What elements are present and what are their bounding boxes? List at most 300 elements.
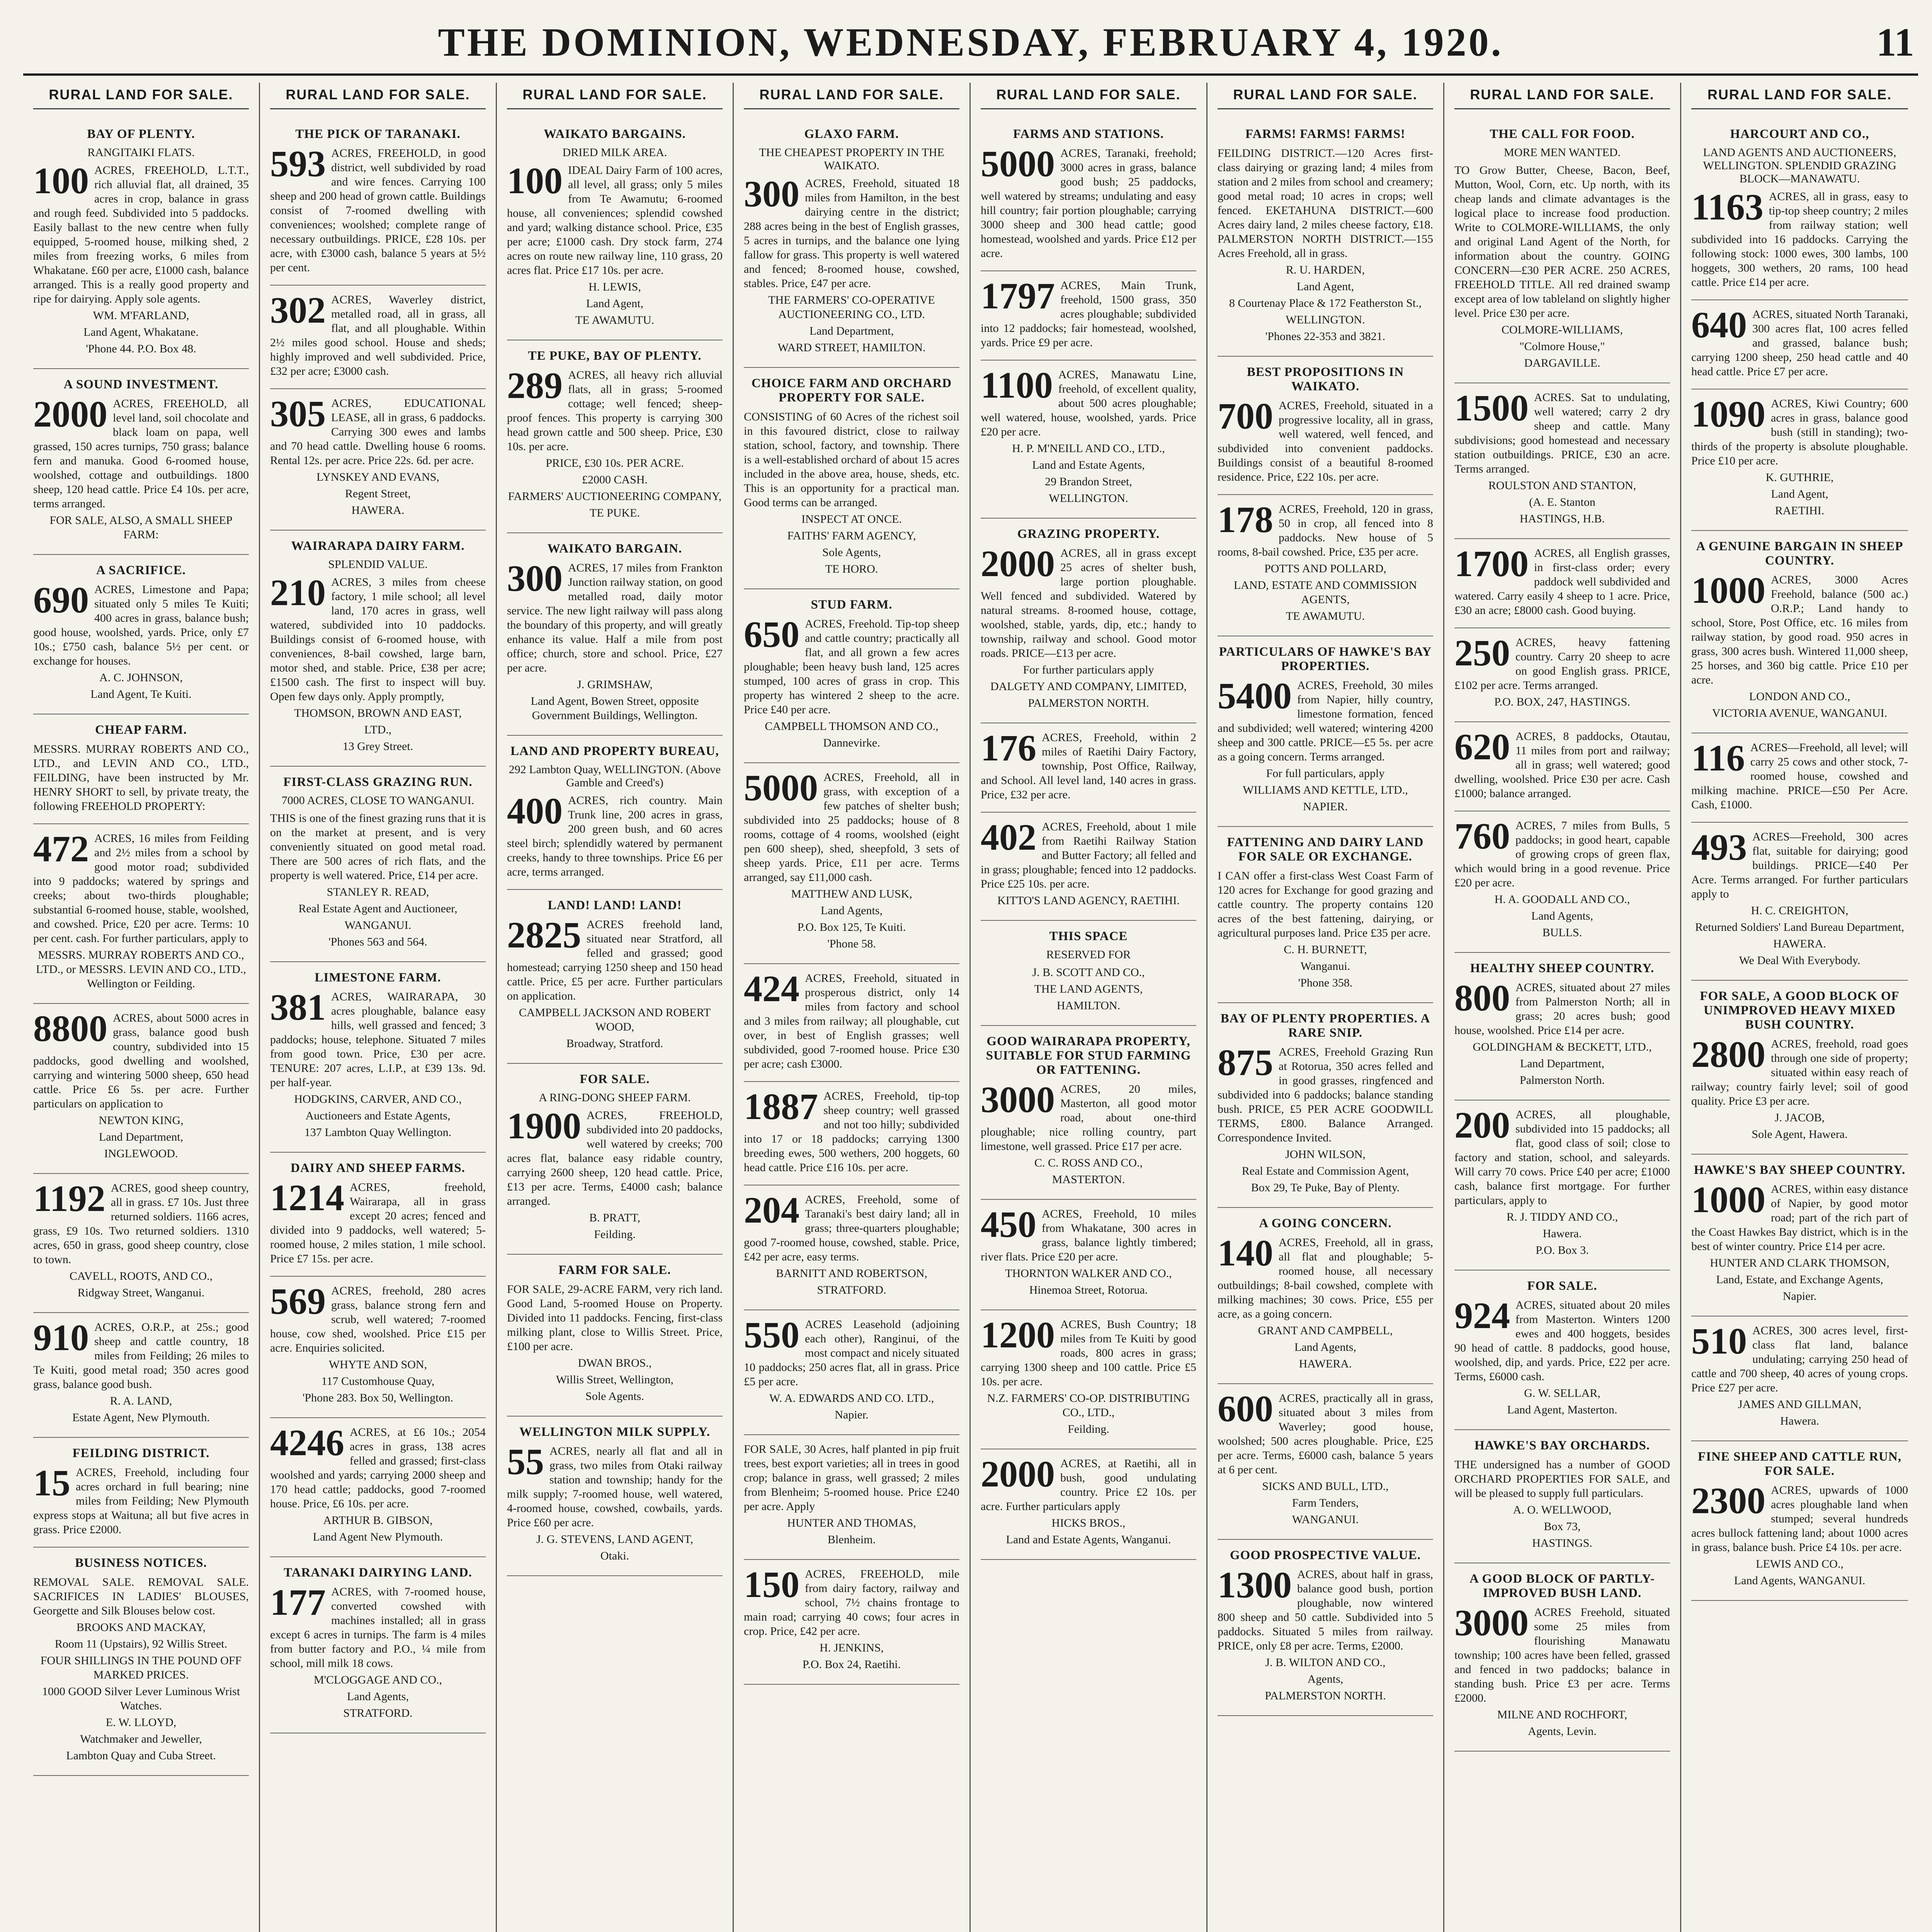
ad-contact-line: Estate Agent, New Plymouth. <box>72 1411 210 1424</box>
ad-acreage: 100 <box>33 160 89 201</box>
ad-contact-line: 'Phone 58. <box>827 937 876 950</box>
ad-contact-line: LAND, ESTATE AND COMMISSION AGENTS, <box>1233 579 1417 606</box>
ad-contact-line: LYNSKEY AND EVANS, <box>316 471 439 483</box>
ad-acreage: 289 <box>507 365 563 406</box>
ad-body: ACRES, situated about 27 miles from Palmerston North; all in grass; 20 acres bush; good house, woolshed. Price £14 per acre. <box>1454 981 1670 1037</box>
classified-ad <box>33 1548 249 1776</box>
ad-body: TO Grow Butter, Cheese, Bacon, Beef, Mutton, Wool, Corn, etc. Up north, with its cheap lands and climate advantages is the logical place to increase food production. Write to COLMORE-WILLIAMS, the only and original Land Agent of the North, for information about the country. GOING CONCERN—£30 PER ACRE. 250 ACRES, FREEHOLD TITLE. All red drained swamp except area of low tableland on slightly higher level. Price £30 per acre. <box>1454 164 1670 320</box>
ad-contact-line: 'Phone 358. <box>1298 976 1353 989</box>
ad-body: FOR SALE, 30 Acres, half planted in pip fruit trees, best export varieties; all in trees in good crop; balance in grass, well grassed; 2 miles from Blenheim; 5-roomed house. Price £240 per acre. Apply <box>744 1443 959 1513</box>
ad-heading: FEILDING DISTRICT. <box>72 1446 210 1460</box>
ad-contact-line: Watchmaker and Jeweller, <box>80 1733 202 1745</box>
ad-acreage: 4246 <box>270 1422 344 1463</box>
ad-body: ACRES, WAIRARAPA, 30 acres ploughable, balance easy hills, well grassed and fenced; 3 paddocks; house, telephone. Situated 7 miles from good town. Price, £30 per acre. TENURE: 207 acres, L.I.P., at £39 13s. 9d. per half-year. <box>270 990 486 1089</box>
classified-ad <box>1691 1155 1908 1316</box>
ad-contact-line: C. H. BURNETT, <box>1284 943 1367 956</box>
ad-contact-line: G. W. SELLAR, <box>1524 1387 1600 1400</box>
ad-heading: GLAXO FARM. <box>804 127 899 141</box>
classified-ad <box>1218 357 1433 495</box>
ad-subheading: RANGITAIKI FLATS. <box>87 146 195 159</box>
ad-body: ACRES, Freehold, some of Taranaki's best dairy land; all in grass; three-quarters ploughable; good 7-roomed house, cowshed, stable. Price, £42 per acre, easy terms. <box>744 1193 959 1263</box>
classified-ad <box>507 533 723 736</box>
classified-ad <box>1218 1208 1433 1384</box>
ad-contact-line: 29 Brandon Street, <box>1045 475 1132 488</box>
ad-body: ACRES, all heavy rich alluvial flats, all in grass; 5-roomed cottage; well fenced; sheep-proof fences. This property is carrying 300 head grown cattle and 500 sheep. Price, £30 10s. per acre. <box>507 369 723 453</box>
ad-contact-line: PALMERSTON NORTH. <box>1028 697 1149 709</box>
ad-body: ACRES, freehold, road goes through one side of property; situated within easy reach of railway; country fairly level; soil of good quality. Price £3 per acre. <box>1691 1037 1908 1107</box>
ad-body: ACRES, Freehold, situated 18 miles from Hamilton, in the best dairying centre in the district; 288 acres being in the best of English grasses, 5 acres in turnips, and the balance one lying fallow for grass. This property is well watered and fenced; 8-roomed house, cowshed, stables. Price, £47 per acre. <box>744 177 959 290</box>
column-header: RURAL LAND FOR SALE. <box>981 83 1196 109</box>
ad-contact-line: GRANT AND CAMPBELL, <box>1258 1324 1393 1337</box>
ad-acreage: 910 <box>33 1317 89 1358</box>
ad-subheading: A RING-DONG SHEEP FARM. <box>539 1091 691 1104</box>
ad-contact-line: Broadway, Stratford. <box>566 1037 663 1050</box>
classified-ad <box>33 1438 249 1548</box>
ad-contact-line: PALMERSTON NORTH. <box>1265 1689 1386 1702</box>
ad-acreage: 250 <box>1454 632 1510 673</box>
classified-ad <box>507 1417 723 1576</box>
ad-contact-line: J. GRIMSHAW, <box>577 678 653 691</box>
ad-body: I CAN offer a first-class West Coast Farm of 120 acres for Exchange for good grazing and cattle country. The property contains 120 acres of the best fattening, dairying, or agricultural purposes land. Price £35 per acre. <box>1218 869 1433 939</box>
ad-contact-line: WHYTE AND SON, <box>328 1358 427 1371</box>
ad-body: ACRES, heavy fattening country. Carry 20 sheep to acre on good English grass. PRICE, £102 per acre. Terms arranged. <box>1454 636 1670 692</box>
ad-acreage: 1214 <box>270 1177 344 1218</box>
classified-ad <box>1454 722 1670 811</box>
classified-ad <box>1454 811 1670 953</box>
ad-contact-line: Agents, Levin. <box>1528 1725 1597 1738</box>
ad-body: ACRES, nearly all flat and all in grass, two miles from Otaki railway station and township; handy for the milk supply; 7-roomed house, well watered, 4-roomed house, cowshed, cowbails, yards. Price £60 per acre. <box>507 1445 723 1529</box>
ad-contact-line: ARTHUR B. GIBSON, <box>323 1514 433 1527</box>
page-number: 11 <box>1876 20 1914 65</box>
ad-body: CONSISTING of 60 Acres of the richest soil in this favoured district, close to railway station, school, factory, and township. There is a well-established orchard of about 15 acres included in the above area, house, sheds, etc. This is an opportunity for a practical man. Good terms can be arranged. <box>744 410 959 509</box>
ad-contact-line: A. O. WELLWOOD, <box>1513 1503 1612 1516</box>
ad-contact-line: Real Estate and Commission Agent, <box>1242 1165 1409 1177</box>
ad-contact-line: INGLEWOOD. <box>104 1147 178 1160</box>
classified-ad <box>744 1082 959 1185</box>
ad-contact-line: "Colmore House," <box>1519 340 1605 353</box>
ad-acreage: 1200 <box>981 1314 1055 1355</box>
ad-contact-line: R. U. HARDEN, <box>1286 264 1365 276</box>
ad-acreage: 2800 <box>1691 1034 1765 1075</box>
classified-ad <box>270 119 486 286</box>
ad-acreage: 640 <box>1691 304 1747 345</box>
ad-contact-line: CAMPBELL JACKSON AND ROBERT WOOD, <box>519 1006 711 1033</box>
classified-ad <box>270 1557 486 1733</box>
ad-contact-line: Land and Estate Agents, Wanganui. <box>1006 1533 1171 1546</box>
ad-subheading: LAND AGENTS AND AUCTIONEERS, WELLINGTON. SPLENDID GRAZING BLOCK—MANAWATU. <box>1703 146 1896 185</box>
ad-contact-line: THORNTON WALKER AND CO., <box>1005 1267 1172 1280</box>
ad-body: ACRES, 17 miles from Frankton Junction railway station, on good metalled road, daily motor service. The new light railway will pass along the boundary of this property, and will greatly enhance its value. Half a mile from post office; church, store and school. Price, £27 per acre. <box>507 561 723 674</box>
ad-contact-line: THOMSON, BROWN AND EAST, <box>294 707 462 719</box>
classified-ad <box>744 119 959 368</box>
ad-contact-line: HAWERA. <box>1299 1357 1352 1370</box>
ad-body: ACRES, at Raetihi, all in bush, good undulating country. Price £2 10s. per acre. Further particulars apply <box>981 1457 1196 1513</box>
ad-heading: THIS SPACE <box>1049 929 1128 943</box>
ad-contact-line: Hawera. <box>1543 1227 1582 1240</box>
classified-ad <box>1691 823 1908 981</box>
ad-acreage: 690 <box>33 579 89 621</box>
ad-heading: A GOOD BLOCK OF PARTLY-IMPROVED BUSH LAND. <box>1469 1572 1655 1600</box>
ad-contact-line: K. GUTHRIE, <box>1765 471 1834 484</box>
classified-ad <box>270 389 486 531</box>
ad-acreage: 210 <box>270 572 326 613</box>
ad-body: ACRES, all in grass except 25 acres of shelter bush, large portion ploughable. Well fenced and subdivided. Watered by natural streams. 8-roomed house, cottage, woolshed, stable, yards, dip, etc.; handy to township, railway and school. Good motor roads. PRICE—£13 per acre. <box>981 547 1196 660</box>
ad-contact-line: Sole Agents. <box>585 1390 644 1403</box>
ad-contact-line: LEWIS AND CO., <box>1756 1558 1844 1570</box>
ad-subheading: 292 Lambton Quay, WELLINGTON. (Above Gamble and Creed's) <box>509 763 721 789</box>
ad-body: ACRES, at £6 10s.; 2054 acres in grass, 138 acres felled and grassed; first-class woolshed and yards; carrying 2000 sheep and 170 head cattle; paddocks, good 7-roomed house. Price, £6 10s. per acre. <box>270 1426 486 1510</box>
ad-acreage: 302 <box>270 289 326 331</box>
ad-heading: HEALTHY SHEEP COUNTRY. <box>1470 961 1655 975</box>
ad-contact-line: Auctioneers and Estate Agents, <box>305 1109 451 1122</box>
ad-acreage: 1300 <box>1218 1564 1292 1605</box>
classified-ad <box>981 271 1196 361</box>
ad-body: ACRES, Freehold, situated in prosperous district, only 14 miles from factory and school and 3 miles from railway; all ploughable, cut over, in best of English grasses; well subdivided, good 7-roomed house. Price £30 per acre; cash £3000. <box>744 972 959 1070</box>
ad-contact-line: M'CLOGGAGE AND CO., <box>313 1673 442 1686</box>
classified-ad <box>270 962 486 1153</box>
ad-acreage: 1700 <box>1454 543 1529 584</box>
ad-acreage: 178 <box>1218 499 1273 540</box>
ad-subheading: THE CHEAPEST PROPERTY IN THE WAIKATO. <box>759 146 944 172</box>
classified-ad <box>1454 539 1670 628</box>
ad-acreage: 1887 <box>744 1086 818 1127</box>
ad-body: ACRES, Freehold, 30 miles from Napier, hilly country, limestone formation, fenced and subdivided; well watered; wintering 4200 sheep and 300 cattle. PRICE—£5 5s. per acre as a going concern. Terms arranged. <box>1218 679 1433 763</box>
classified-ad <box>744 589 959 763</box>
ad-heading: GOOD WAIRARAPA PROPERTY, SUITABLE FOR STUD FARMING OR FATTENING. <box>986 1034 1191 1077</box>
column-8 <box>1681 83 1918 1932</box>
ad-acreage: 1900 <box>507 1105 581 1146</box>
ad-contact-line: MATTHEW AND LUSK, <box>791 888 912 900</box>
ad-contact-line: N.Z. FARMERS' CO-OP. DISTRIBUTING CO., LTD., <box>987 1392 1190 1419</box>
classified-ad <box>507 890 723 1064</box>
ad-acreage: 550 <box>744 1314 799 1355</box>
classified-ad <box>1454 1270 1670 1430</box>
ad-heading: BUSINESS NOTICES. <box>75 1556 207 1570</box>
ad-contact-line: H. JENKINS, <box>820 1641 884 1654</box>
ad-subheading: RESERVED FOR <box>1046 948 1131 961</box>
ad-contact-line: HUNTER AND THOMAS, <box>787 1517 916 1529</box>
ad-heading: FINE SHEEP AND CATTLE RUN, FOR SALE. <box>1698 1450 1901 1478</box>
ad-acreage: 150 <box>744 1564 799 1605</box>
ad-acreage: 177 <box>270 1582 326 1623</box>
ad-acreage: 3000 <box>981 1079 1055 1120</box>
ad-contact-line: 'Phones 22-353 and 3821. <box>1265 330 1386 343</box>
classified-ad <box>981 519 1196 723</box>
ad-body: ACRES, Freehold, all in grass, with exception of a few patches of shelter bush; subdivided into 25 paddocks; house of 8 rooms, cottage of 4 rooms, woolshed (eight pen 600 sheep), shed, sheepfold, 3 sets of sheep yards. Price, £11 per acre. Terms arranged, say £11,000 cash. <box>744 771 959 884</box>
classified-ad <box>33 1174 249 1313</box>
ad-acreage: 305 <box>270 393 326 434</box>
ad-contact-line: STANLEY R. READ, <box>327 886 429 898</box>
ad-contact-line: TE HORO. <box>825 563 878 575</box>
ad-acreage: 5000 <box>744 767 818 808</box>
classified-ad <box>1691 119 1908 300</box>
ad-heading: GRAZING PROPERTY. <box>1017 527 1160 541</box>
ad-contact-line: KITTO'S LAND AGENCY, RAETIHI. <box>997 894 1180 907</box>
ad-contact-line: H. LEWIS, <box>588 281 641 293</box>
ad-body: ACRES. Sat to undulating, well watered; carry 2 dry sheep and cattle. Many subdivisions; good homestead and necessary station outbuildings. PRICE, £30 an acre. Terms arranged. <box>1454 391 1670 475</box>
classified-ad <box>981 1026 1196 1200</box>
ad-contact-line: FOUR SHILLINGS IN THE POUND OFF MARKED PRICES. <box>40 1654 242 1681</box>
ad-acreage: 381 <box>270 986 326 1028</box>
ad-heading: GOOD PROSPECTIVE VALUE. <box>1230 1548 1421 1562</box>
column-header: RURAL LAND FOR SALE. <box>1454 83 1670 109</box>
classified-ad <box>744 1560 959 1685</box>
ad-contact-line: Hawera. <box>1780 1415 1819 1427</box>
ad-acreage: 875 <box>1218 1042 1273 1083</box>
classified-ad <box>1691 1441 1908 1601</box>
ad-subheading: SPLENDID VALUE. <box>328 558 428 571</box>
ad-acreage: 300 <box>744 173 799 214</box>
ad-body: ACRES, Manawatu Line, freehold, of excellent quality, about 500 acres ploughable; well watered, house, woolshed, yards. Price £20 per acre. <box>981 368 1196 438</box>
ad-body: ACRES, Freehold, including four acres orchard in full bearing; nine miles from Feilding; New Plymouth express stops at Waituna; all but five acres in grass. Price £2000. <box>33 1466 249 1536</box>
ad-body: ACRES, 3 miles from cheese factory, 1 mile school; all level land, 170 acres in grass, well watered, subdivided into 10 paddocks. Buildings consist of 6-roomed house, with conveniences, 8-bail cowshed, large barn, motor shed, and stable. Price, £38 per acre; £1500 cash. The first to inspect will buy. Open few days only. Apply promptly, <box>270 576 486 703</box>
ad-contact-line: RAETIHI. <box>1775 504 1825 517</box>
ad-contact-line: Feilding. <box>594 1228 636 1241</box>
ad-acreage: 2000 <box>981 1453 1055 1495</box>
column-7 <box>1444 83 1681 1932</box>
ad-body: IDEAL Dairy Farm of 100 acres, all level, all grass; only 5 miles from Te Awamutu; 6-roomed house, all conveniences; splendid cowshed and yard; walking distance school. Price, £35 per acre; £1000 cash. Dry stock farm, 274 acres on route new railway line, 110 grass, 20 acres flat. Price £17 10s. per acre. <box>507 164 723 277</box>
ad-acreage: 55 <box>507 1441 544 1482</box>
ad-body: ACRES, Main Trunk, freehold, 1500 grass, 350 acres ploughable; subdivided into 12 paddocks; fair homestead, woolshed, yards. Price £9 per acre. <box>981 279 1196 349</box>
ad-contact-line: Land Department, <box>99 1131 184 1143</box>
ad-acreage: 424 <box>744 968 799 1009</box>
ad-acreage: 5400 <box>1218 675 1292 716</box>
ad-acreage: 176 <box>981 727 1036 769</box>
ad-acreage: 400 <box>507 790 563 832</box>
ad-contact-line: For full particulars, apply <box>1266 767 1385 780</box>
ad-body: ACRES, freehold, Wairarapa, all in grass except 20 acres; fenced and divided into 9 paddocks, well watered; 5-roomed house, 2 miles station, 1 mile school. Price £7 15s. per acre. <box>270 1181 486 1265</box>
ad-contact-line: Napier. <box>835 1408 869 1421</box>
ad-contact-line: Returned Soldiers' Land Bureau Department, <box>1695 921 1905 934</box>
ad-heading: FATTENING AND DAIRY LAND FOR SALE OR EXCHANGE. <box>1227 835 1424 864</box>
ad-contact-line: TE AWAMUTU. <box>1286 610 1365 622</box>
ad-contact-line: LONDON AND CO., <box>1749 690 1850 703</box>
ad-contact-line: NEWTON KING, <box>99 1114 184 1127</box>
classified-ad <box>33 824 249 1004</box>
ad-body: ACRES, about 5000 acres in grass, balance good bush country, subdivided into 15 paddocks, good dwelling and woolshed, carrying and wintering 5000 sheep, 650 head cattle. Price £6 5s. per acre. Further particulars on application to <box>33 1012 249 1110</box>
ad-heading: FOR SALE. <box>580 1072 650 1086</box>
ad-acreage: 1797 <box>981 275 1055 316</box>
classified-ad <box>270 286 486 389</box>
classified-ad <box>1454 383 1670 539</box>
classified-ad <box>1218 495 1433 636</box>
ad-body: ACRES, Limestone and Papa; situated only 5 miles Te Kuiti; 400 acres in grass, balance bush; good house, woolshed, yards. Price, only £7 10s.; £750 cash, balance 5½ per cent. or exchange for houses. <box>33 583 249 667</box>
classified-ad <box>744 368 959 589</box>
ad-contact-line: HUNTER AND CLARK THOMSON, <box>1710 1257 1889 1269</box>
ad-heading: THE PICK OF TARANAKI. <box>295 127 461 141</box>
ad-acreage: 650 <box>744 614 799 655</box>
ad-contact-line: Palmerston North. <box>1520 1074 1605 1087</box>
ad-contact-line: THE FARMERS' CO-OPERATIVE AUCTIONEERING CO., LTD. <box>768 294 935 321</box>
classified-ad <box>270 531 486 767</box>
ad-contact-line: C. C. ROSS AND CO., <box>1034 1156 1143 1169</box>
ad-heading: FOR SALE, A GOOD BLOCK OF UNIMPROVED HEAVY MIXED BUSH COUNTRY. <box>1700 989 1900 1032</box>
ad-body: ACRES, Taranaki, freehold; 3000 acres in grass, balance good bush; 25 paddocks, well watered by streams; undulating and easy hill country; fair portion ploughable; carrying 3000 sheep and 300 head cattle; good homestead, woolshed and yards. Price £12 per acre. <box>981 147 1196 260</box>
ad-contact-line: Feilding. <box>1068 1423 1109 1435</box>
ad-contact-line: CAVELL, ROOTS, AND CO., <box>69 1270 213 1282</box>
ad-contact-line: Land, Estate, and Exchange Agents, <box>1716 1273 1883 1286</box>
ad-contact-line: 1000 GOOD Silver Lever Luminous Wrist Watches. <box>42 1685 240 1712</box>
ad-contact-line: W. A. EDWARDS AND CO. LTD., <box>769 1392 934 1405</box>
ad-body: ACRES, FREEHOLD, subdivided into 20 paddocks, well watered by creeks; 700 acres flat, balance easy ridable country, carrying 2600 sheep, 120 head cattle. Price, £13 per acre. Terms, £4000 cash; balance arranged. <box>507 1109 723 1208</box>
ad-contact-line: Land Agent, Bowen Street, opposite Government Buildings, Wellington. <box>531 695 699 722</box>
classified-ad <box>981 813 1196 921</box>
classified-ad <box>270 1418 486 1557</box>
ad-body: ACRES, 8 paddocks, Otautau, 11 miles from port and railway; all in grass; well watered; good dwelling, woolshed. Price £30 per acre. Cash £1000; balance arranged. <box>1454 730 1670 800</box>
ad-contact-line: J. JACOB, <box>1774 1111 1825 1124</box>
ad-contact-line: GOLDINGHAM & BECKETT, LTD., <box>1473 1041 1652 1053</box>
ad-contact-line: Blenheim. <box>827 1533 876 1546</box>
ad-body: ACRES, all ploughable, subdivided into 15 paddocks; all flat, good class of soil; close to factory and station, school, and saleyards. Will carry 70 cows. Price £40 per acre; £1000 cash, balance first mortgage. For further particulars, apply to <box>1454 1108 1670 1207</box>
ad-contact-line: POTTS AND POLLARD, <box>1264 562 1386 575</box>
ad-contact-line: R. A. LAND, <box>110 1395 172 1407</box>
ad-contact-line: Otaki. <box>600 1549 629 1562</box>
ad-heading: A GENUINE BARGAIN IN SHEEP COUNTRY. <box>1696 539 1903 568</box>
ad-acreage: 116 <box>1691 737 1745 779</box>
ad-contact-line: 'Phones 563 and 564. <box>328 935 427 948</box>
ad-acreage: 1192 <box>33 1178 105 1219</box>
ad-body: ACRES, situated about 20 miles from Masterton. Winters 1200 ewes and 400 hoggets, besides 90 head of cattle. 8 paddocks, good house, woolshed, dip, and yards. Price, £22 per acre. Terms, £6000 cash. <box>1454 1299 1670 1383</box>
ad-heading: WAIKATO BARGAIN. <box>547 542 682 556</box>
ad-acreage: 300 <box>507 558 563 599</box>
ad-body: ACRES, Freehold, 10 miles from Whakatane, 300 acres in grass, balance lightly timbered; river flats. Price £20 per acre. <box>981 1208 1196 1263</box>
ad-acreage: 2825 <box>507 914 581 956</box>
classified-ad <box>981 1200 1196 1310</box>
ad-contact-line: 13 Grey Street. <box>342 740 413 753</box>
ad-contact-line: HAMILTON. <box>1056 999 1121 1012</box>
ad-heading: TE PUKE, BAY OF PLENTY. <box>528 349 702 363</box>
ad-heading: FARMS AND STATIONS. <box>1013 127 1164 141</box>
ad-contact-line: PRICE, £30 10s. PER ACRE. <box>546 457 684 469</box>
classified-ad <box>1691 1316 1908 1441</box>
masthead-title: THE DOMINION, WEDNESDAY, FEBRUARY 4, 1920. <box>438 20 1503 65</box>
ad-acreage: 510 <box>1691 1320 1747 1362</box>
ad-contact-line: DALGETY AND COMPANY, LIMITED, <box>990 680 1187 693</box>
classified-ad <box>981 921 1196 1026</box>
ad-contact-line: WM. M'FARLAND, <box>93 309 189 322</box>
ad-body: ACRES, Freehold, about 1 mile from Raetihi Railway Station and Butter Factory; all felled and in grass; ploughable; fenced into 12 paddocks. Price £25 10s. per acre. <box>981 820 1196 890</box>
ad-contact-line: FARMERS' AUCTIONEERING COMPANY, <box>508 490 722 503</box>
ad-acreage: 1000 <box>1691 1179 1765 1220</box>
ad-contact-line: STRATFORD. <box>343 1707 413 1719</box>
ad-body: ACRES, Freehold, 120 in grass, 50 in crop, all fenced into 8 paddocks. New house of 5 rooms, 8-bail cowshed. Price, £35 per acre. <box>1218 503 1433 558</box>
classified-ad <box>1691 531 1908 733</box>
classified-ad <box>1691 981 1908 1155</box>
ad-contact-line: Sole Agents, <box>822 546 881 559</box>
classified-ad <box>507 119 723 340</box>
ad-contact-line: For further particulars apply <box>1023 663 1154 676</box>
ad-body: ACRES, with 7-roomed house, converted cowshed with machines installed; all in grass except 6 acres in turnips. The farm is 4 miles from butter factory and P.O., ¼ mile from school, mill milk 18 cows. <box>270 1585 486 1670</box>
column-header: RURAL LAND FOR SALE. <box>1218 83 1433 109</box>
ad-contact-line: P.O. Box 24, Raetihi. <box>802 1658 901 1671</box>
ad-acreage: 1090 <box>1691 393 1765 435</box>
ad-contact-line: COLMORE-WILLIAMS, <box>1501 323 1623 336</box>
ad-contact-line: J. B. WILTON AND CO., <box>1265 1656 1386 1669</box>
classified-ad <box>1218 1003 1433 1208</box>
ad-heading: LAND! LAND! LAND! <box>548 898 682 912</box>
classified-ad <box>1691 389 1908 531</box>
classified-ad <box>507 1064 723 1255</box>
ad-body: ACRES, Freehold. Tip-top sheep and cattle country; practically all flat, and all grown a few acres ploughable; been heavy bush land, 125 acres stumped, 100 acres of grass in crop. This property has wintered 2 sheep to the acre. Price £40 per acre. <box>744 617 959 716</box>
ad-body: ACRES, Freehold, tip-top sheep country; well grassed and not too hilly; subdivided into 17 or 18 paddocks; carrying 1300 breeding ewes, 500 wethers, 200 hoggets, 60 head cattle. Price £16 10s. per acre. <box>744 1090 959 1174</box>
classified-ad <box>507 736 723 890</box>
classified-ad <box>744 1435 959 1560</box>
ad-heading: DAIRY AND SHEEP FARMS. <box>291 1161 465 1175</box>
classified-ad <box>981 361 1196 519</box>
ad-body: ACRES, FREEHOLD, mile from dairy factory, railway and school, 7½ chains frontage to main road; carrying 40 cows; four acres in crop. Price, £42 per acre. <box>744 1568 959 1638</box>
ad-contact-line: TE AWAMUTU. <box>575 314 655 327</box>
ad-body: ACRES, good sheep country, all in grass. £7 10s. Just three returned soldiers. 1166 acres, grass, £9 10s. Two returned soldiers. 1310 acres, 650 in grass, good sheep country, close to town. <box>33 1182 249 1266</box>
classified-ad <box>270 1277 486 1418</box>
ad-contact-line: Lambton Quay and Cuba Street. <box>66 1749 216 1762</box>
ad-acreage: 100 <box>507 160 563 201</box>
ad-contact-line: Land Agent, <box>586 297 644 310</box>
column-4 <box>734 83 971 1932</box>
ad-acreage: 204 <box>744 1189 799 1231</box>
ad-body: ACRES, FREEHOLD, L.T.T., rich alluvial flat, all drained, 35 acres in crop, balance in grass and rough feed. Subdivided into 5 paddocks. Easily ballast to the new centre when fully equipped, 5-roomed house, milking shed, 2 miles from freezing works, 6 miles from Whakatane. £60 per acre, £1000 cash, balance arranged. This is a really good property and ripe for dairying. Apply sole agents. <box>33 164 249 305</box>
ad-contact-line: Agents, <box>1307 1673 1344 1685</box>
ad-contact-line: £2000 CASH. <box>582 473 648 486</box>
ad-body: ACRES, all in grass, easy to tip-top sheep country; 2 miles from railway station; well subdivided into 16 paddocks. Carrying the following stock: 1000 ewes, 300 lambs, 100 hoggets, 300 wethers, 20 rams, 100 head cattle. Price £14 per acre. <box>1691 190 1908 289</box>
ad-body: FEILDING DISTRICT.—120 Acres first-class dairying or grazing land; 4 miles from station and 2 miles from school and creamery; good metal road; 10 acres in crops; well fenced. EKETAHUNA DISTRICT.—600 Acres dairy land, 2 miles cheese factory, £18. PALMERSTON NORTH DISTRICT.—155 Acres Freehold, all in grass. <box>1218 147 1433 260</box>
classified-ad <box>33 1004 249 1174</box>
ad-contact-line: Wanganui. <box>1300 960 1350 973</box>
ad-contact-line: DWAN BROS., <box>578 1357 652 1369</box>
ad-contact-line: HAWERA. <box>351 504 405 517</box>
ad-contact-line: Real Estate Agent and Auctioneer, <box>298 902 457 915</box>
ad-acreage: 620 <box>1454 726 1510 767</box>
ad-heading: BAY OF PLENTY. <box>87 127 195 141</box>
ad-contact-line: E. W. LLOYD, <box>105 1716 177 1729</box>
ad-body: ACRES freehold land, situated near Stratford, all felled and grassed; good homestead; carrying 1250 sheep and 150 head cattle. Price, £5 per acre. Further particulars on application. <box>507 918 723 1002</box>
ad-acreage: 402 <box>981 816 1036 858</box>
ad-contact-line: Napier. <box>1782 1290 1817 1303</box>
ad-contact-line: NAPIER. <box>1303 800 1348 813</box>
ad-heading: A SACRIFICE. <box>96 563 186 577</box>
ad-subheading: DRIED MILK AREA. <box>562 146 667 159</box>
ad-heading: WELLINGTON MILK SUPPLY. <box>519 1425 710 1439</box>
ad-body: ACRES—Freehold, all level; will carry 25 cows and other stock, 7-roomed house, cowshed and milking machine. PRICE—£50 Per Acre. Cash, £1000. <box>1691 741 1908 811</box>
ad-acreage: 569 <box>270 1281 326 1322</box>
ad-body: ACRES, all English grasses, in first-class order; every paddock well subdivided and watered. Carry easily 4 sheep to 1 acre. Price, £30 an acre; £8000 cash. Good buying. <box>1454 547 1670 617</box>
ad-contact-line: ROULSTON AND STANTON, <box>1488 479 1636 492</box>
ad-body: ACRES, practically all in grass, situated about 3 miles from Waverley; good house, woolshed; 500 acres ploughable. Price, £25 per acre. Terms, £6000 cash, balance 5 years at 6 per cent. <box>1218 1392 1433 1476</box>
ad-contact-line: WANGANUI. <box>1292 1513 1359 1526</box>
ad-contact-line: Hinemoa Street, Rotorua. <box>1029 1284 1148 1296</box>
ad-contact-line: Ridgway Street, Wanganui. <box>77 1286 205 1299</box>
ad-body: ACRES, Freehold, within 2 miles of Raetihi Dairy Factory, township, Post Office, Railway, and School. All level land, 140 acres in grass. Price, £32 per acre. <box>981 731 1196 801</box>
ad-heading: FARM FOR SALE. <box>558 1263 671 1277</box>
ad-heading: A GOING CONCERN. <box>1259 1216 1392 1230</box>
ad-body: ACRES, 7 miles from Bulls, 5 paddocks; in good heart, capable of growing crops of green flax, which would bring in a good revenue. Price £20 per acre. <box>1454 819 1670 889</box>
ad-heading: BEST PROPOSITIONS IN WAIKATO. <box>1247 365 1404 393</box>
classified-ad <box>1218 1540 1433 1716</box>
ad-contact-line: We Deal With Everybody. <box>1739 954 1861 967</box>
ad-body: ACRES, freehold, 280 acres grass, balance strong fern and scrub, well watered; 7-roomed house, cow shed, woolshed. Price £15 per acre. Enquiries solicited. <box>270 1284 486 1354</box>
ad-contact-line: Land and Estate Agents, <box>1032 459 1145 471</box>
ad-acreage: 800 <box>1454 977 1510 1019</box>
ad-contact-line: HICKS BROS., <box>1051 1517 1126 1529</box>
ad-contact-line: Land Agents, <box>1531 910 1593 922</box>
ad-body: ACRES, Freehold, situated in a progressive locality, all in grass, well watered, well fenced, and subdivided into convenient paddocks. Buildings consist of a beautiful 8-roomed residence. Price, £22 10s. per acre. <box>1218 399 1433 483</box>
ad-contact-line: H. P. M'NEILL AND CO., LTD., <box>1012 442 1165 455</box>
ad-contact-line: Land Agent, Te Kuiti. <box>90 688 192 701</box>
ad-contact-line: Land Agents, <box>347 1690 409 1703</box>
ad-contact-line: WANGANUI. <box>344 919 412 932</box>
classified-ad <box>1691 733 1908 823</box>
ad-acreage: 1100 <box>981 364 1053 406</box>
ad-subheading: MORE MEN WANTED. <box>1504 146 1621 159</box>
